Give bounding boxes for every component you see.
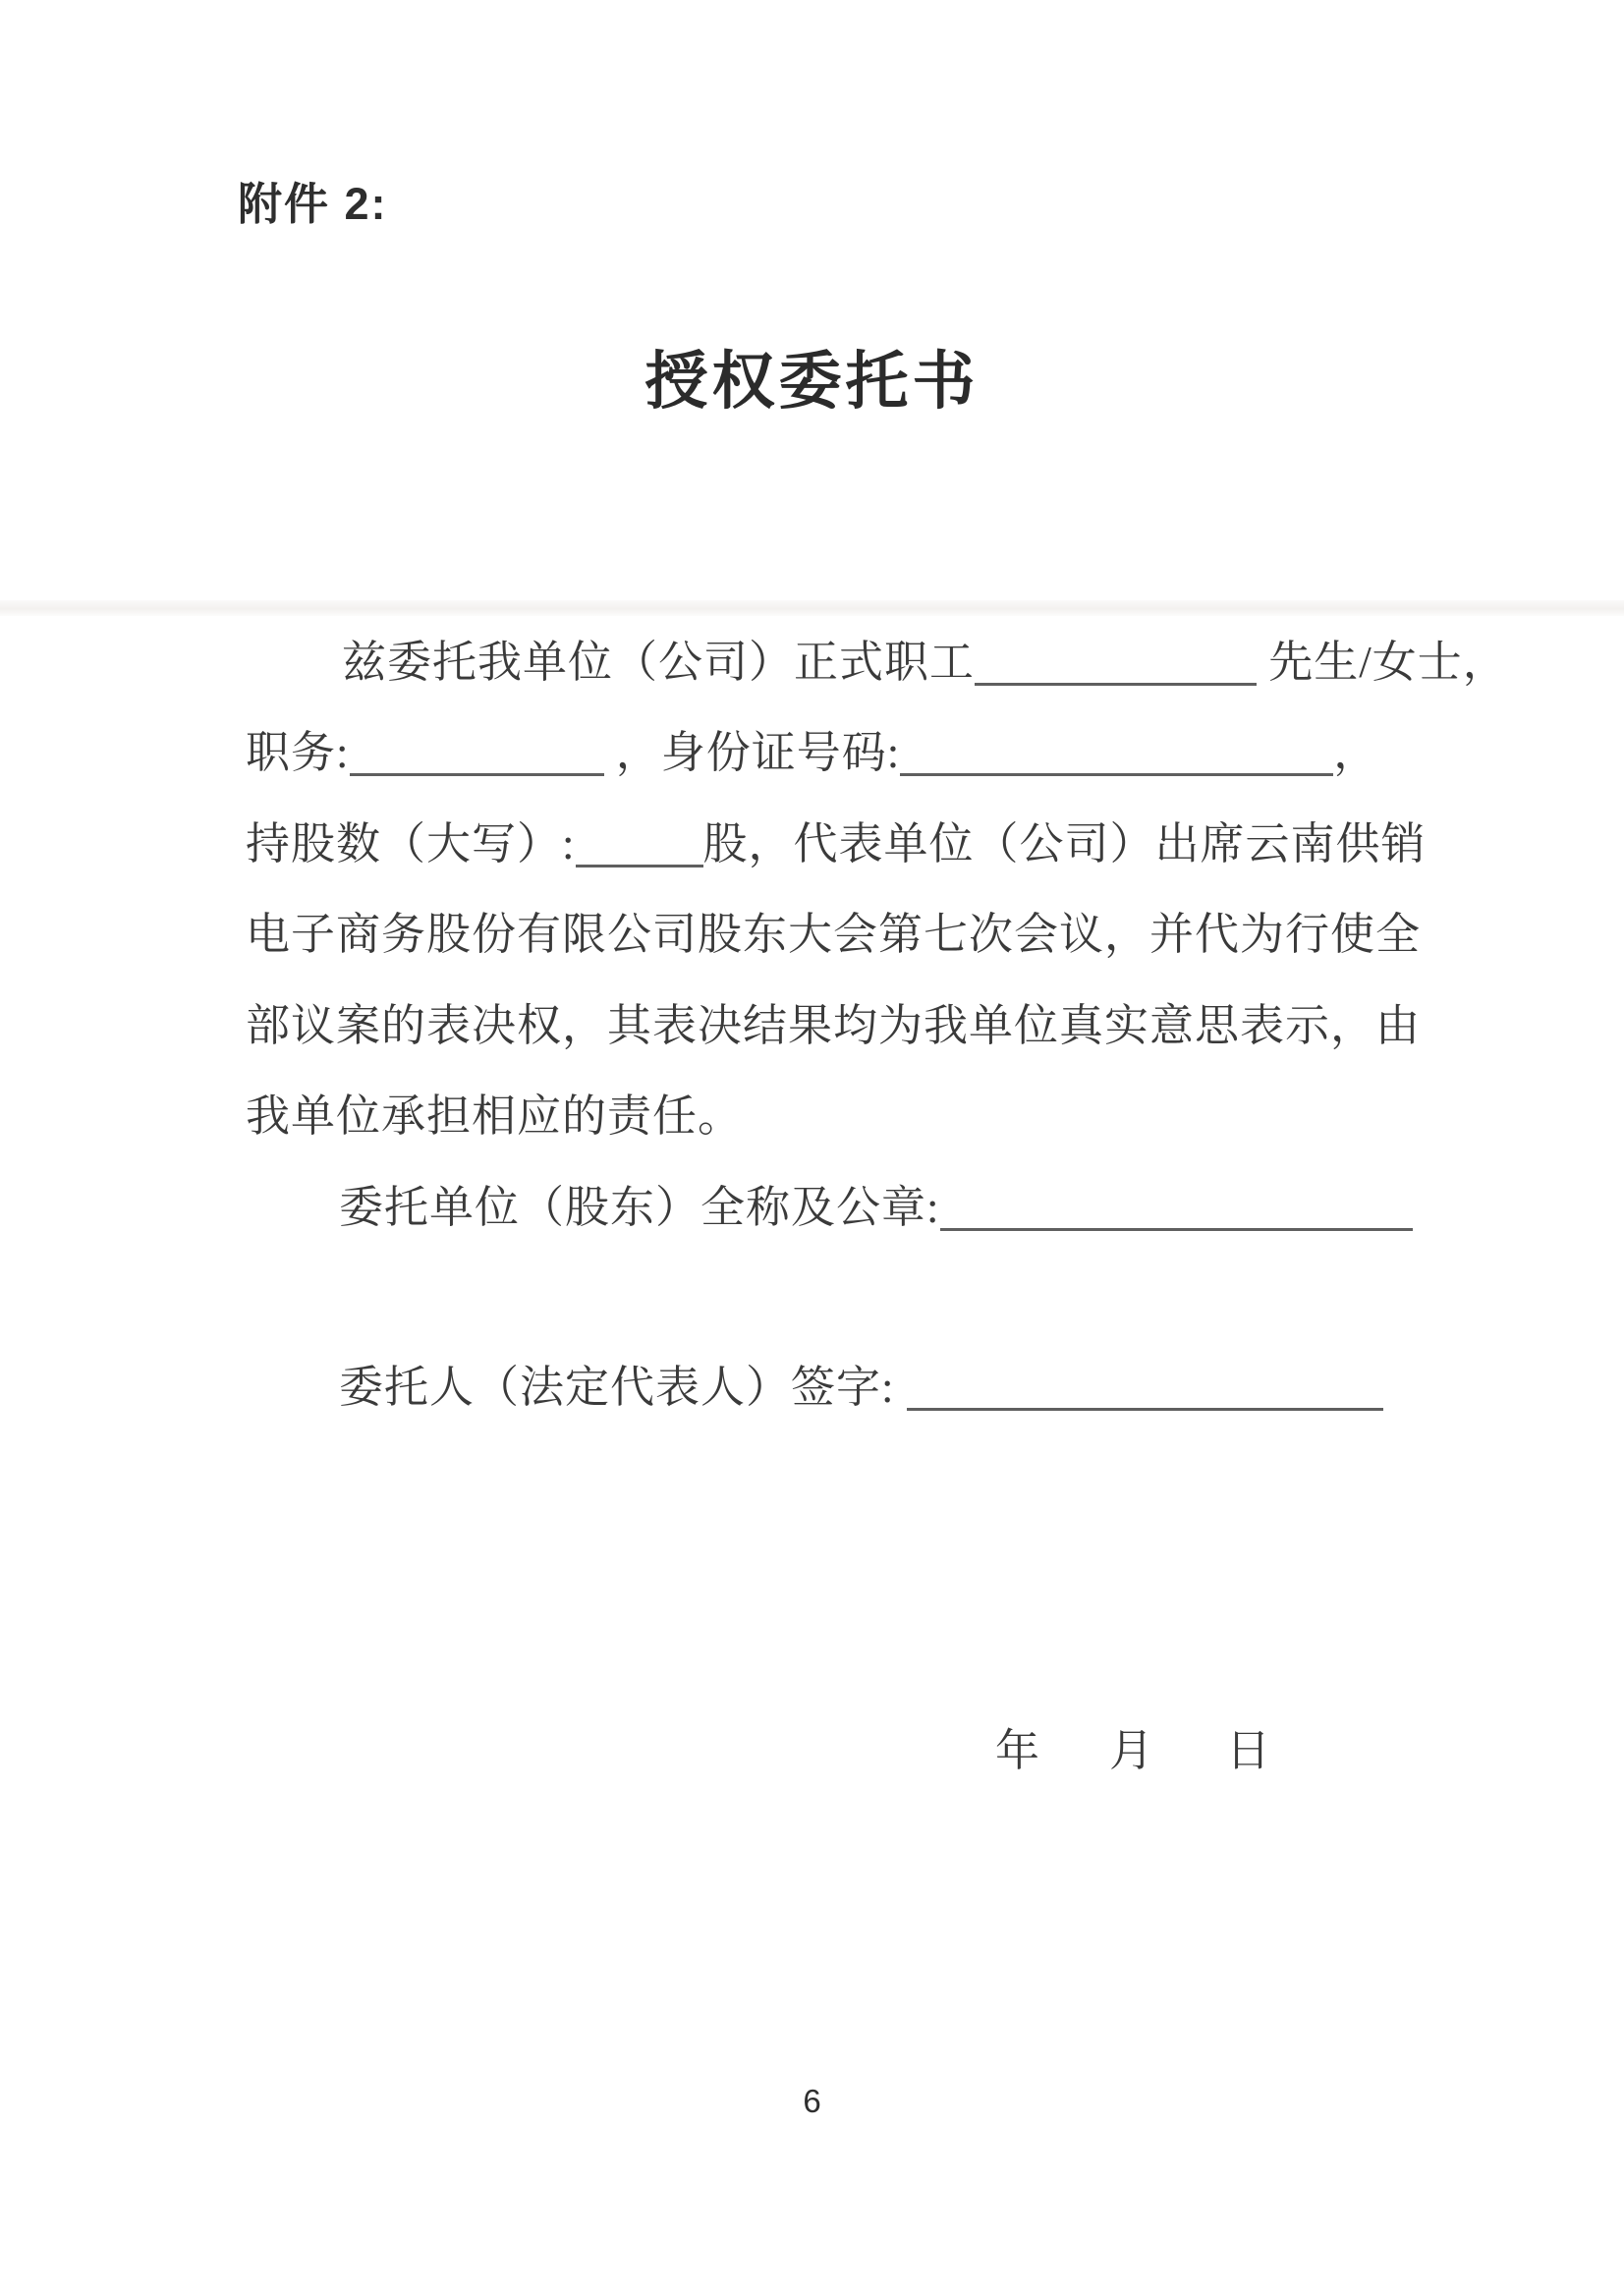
spacer [1154, 1764, 1226, 1765]
line-shares-held [246, 818, 1427, 870]
attachment-label: 附件 2: [238, 179, 388, 229]
line-meeting-name [246, 909, 1421, 961]
blank-underline [900, 729, 1333, 776]
line-date [995, 1725, 1271, 1777]
line-entrust-intro [342, 637, 1508, 689]
text-segment: 部议案的表决权，其表决结果均为我单位真实意思表示，由 [246, 1001, 1422, 1050]
text-segment: 年 [995, 1726, 1041, 1775]
text-segment: 持股数（大写）: [246, 819, 576, 868]
text-segment: 职务: [246, 728, 350, 777]
line-position-id [246, 727, 1378, 779]
text-segment: 月 [1109, 1726, 1155, 1775]
blank-underline [576, 820, 703, 868]
text-segment: 日 [1226, 1726, 1272, 1775]
blank-underline [975, 639, 1257, 686]
line-voting-rights [246, 1000, 1421, 1052]
text-segment: 电子商务股份有限公司股东大会第七次会议，并代为行使全 [246, 910, 1422, 959]
text-segment: 股，代表单位（公司）出席云南供销 [702, 819, 1427, 868]
text-segment: 我单位承担相应的责任。 [246, 1092, 744, 1141]
text-segment: 委托人（法定代表人）签字: [339, 1363, 907, 1412]
text-segment: 委托单位（股东）全称及公章: [339, 1183, 940, 1232]
line-entrusting-unit-seal [339, 1182, 1413, 1234]
text-segment: 兹委托我单位（公司）正式职工 [342, 638, 976, 687]
blank-underline [350, 729, 604, 776]
scan-artifact-band [0, 600, 1624, 616]
line-principal-signature [339, 1362, 1383, 1414]
line-responsibility [246, 1091, 743, 1143]
blank-underline [940, 1184, 1413, 1231]
text-segment: 先生/女士， [1257, 638, 1508, 687]
spacer [1040, 1764, 1109, 1765]
text-segment: ， [1333, 728, 1379, 777]
text-segment: ，身份证号码: [603, 728, 901, 777]
blank-underline [907, 1364, 1383, 1411]
page-number: 6 [803, 2083, 821, 2119]
document-title: 授权委托书 [644, 347, 980, 417]
